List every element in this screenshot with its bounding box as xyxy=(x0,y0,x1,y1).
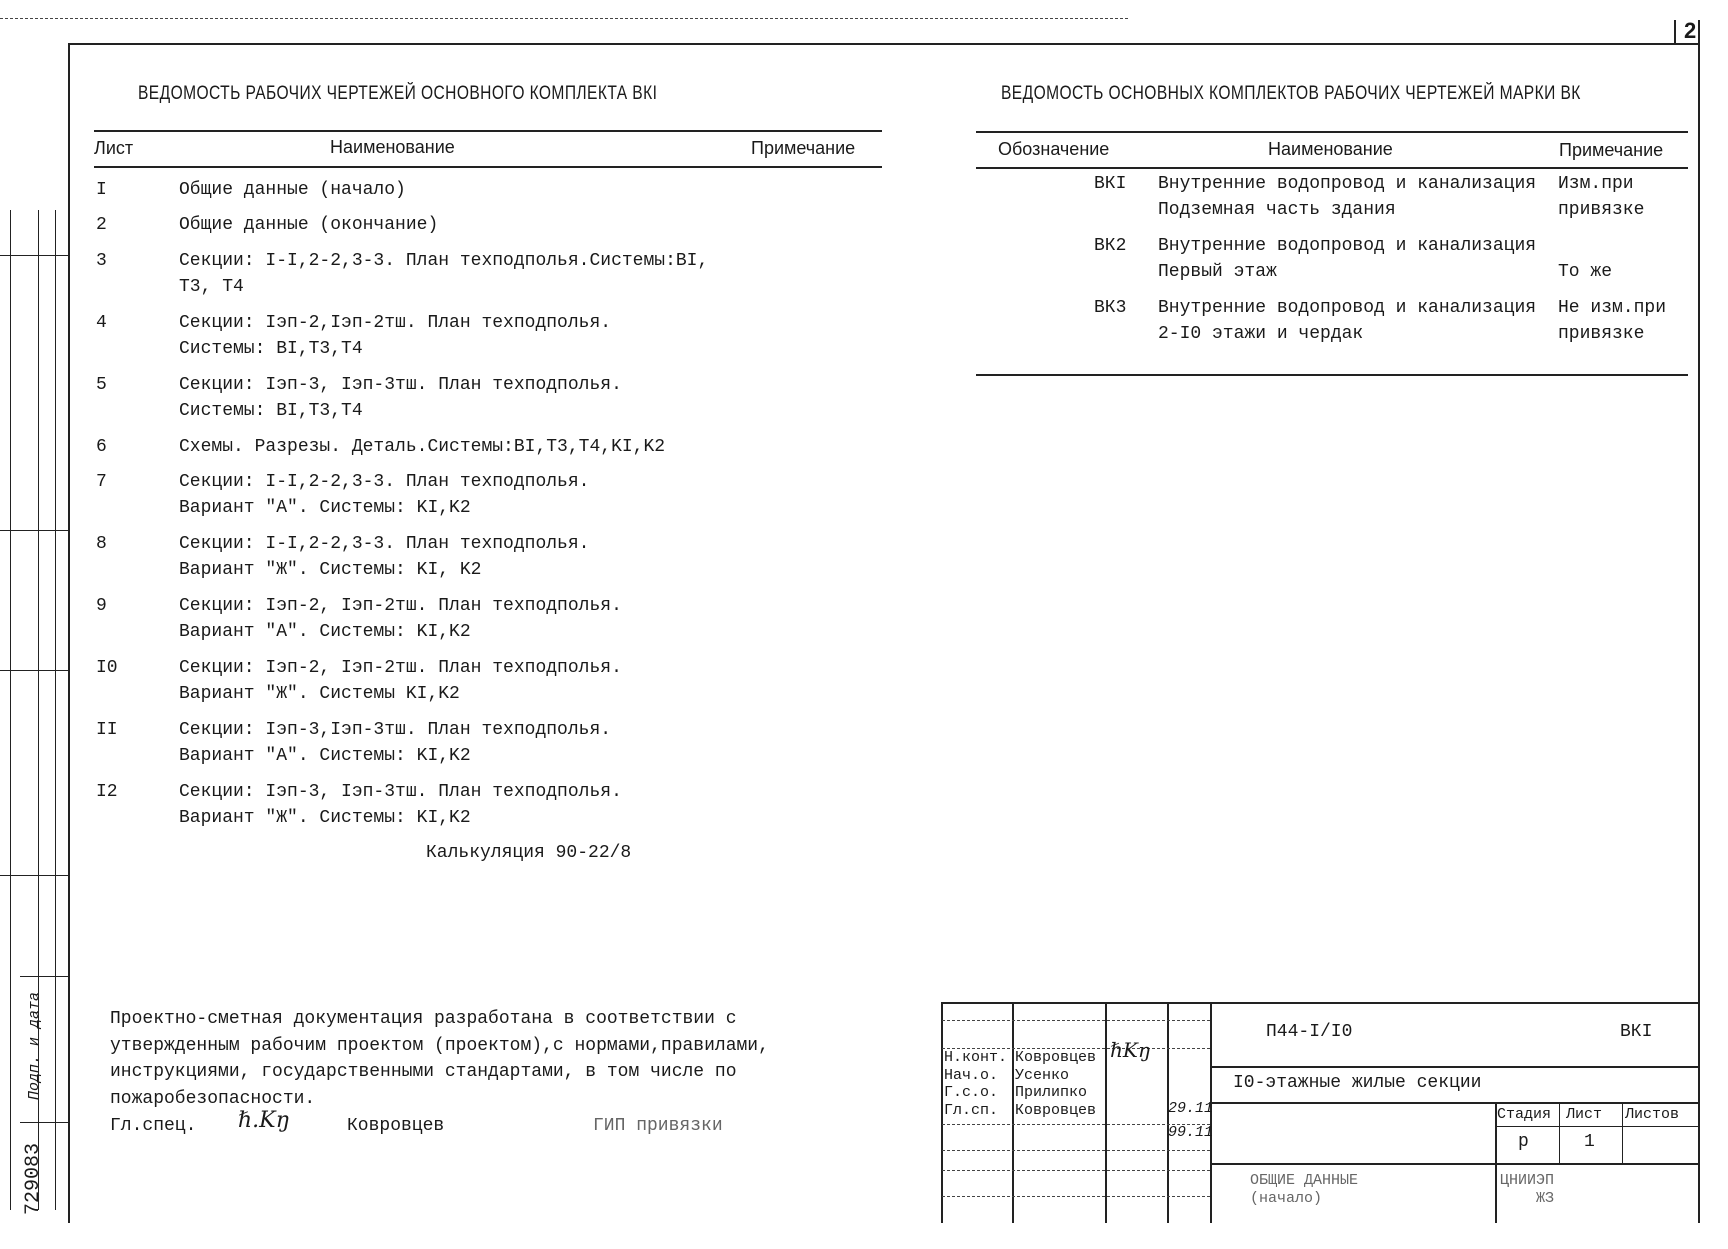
chief-specialist-name: Ковровцев xyxy=(347,1116,445,1136)
role-name: Прилипко xyxy=(1015,1084,1088,1101)
role-label: Нач.о. xyxy=(944,1066,999,1084)
sheet-name-line: Вариант "Ж". Системы: KI, K2 xyxy=(179,560,482,580)
sheet-value: 1 xyxy=(1584,1132,1595,1152)
right-header-bottom-line xyxy=(976,167,1688,169)
sheet-name-line: Секции: I-I,2-2,3-3. План техподполья. xyxy=(179,534,590,554)
sheet-name-line: Вариант "Ж". Системы KI,K2 xyxy=(179,684,460,704)
header-name-right: Наименование xyxy=(1268,139,1393,159)
left-header-top-line xyxy=(94,130,882,132)
sheet-name-line: Вариант "А". Системы: KI,K2 xyxy=(179,622,471,642)
sheet-name-line: Вариант "А". Системы: KI,K2 xyxy=(179,746,471,766)
sheets-label: Листов xyxy=(1625,1106,1680,1123)
sheet-number-cell: I0 xyxy=(96,658,118,678)
sheet-name-line: Системы: BI,T3,T4 xyxy=(179,339,363,359)
statement-line: инструкциями, государственными стандартами, в том числе по xyxy=(110,1062,737,1082)
mark: ВКI xyxy=(1620,1022,1653,1042)
sheet-name-line: Секции: Iэп-3, Iэп-3тш. План техподполья. xyxy=(179,375,622,395)
gip-label: ГИП привязки xyxy=(593,1116,723,1136)
sheet-number-cell: I xyxy=(96,180,107,200)
role-label: Гл.сп. xyxy=(944,1101,999,1119)
margin-signature-note: Подп. и дата xyxy=(26,991,43,1100)
sheet-name-line: Схемы. Разрезы. Деталь.Системы:BI,T3,T4,KI,K2 xyxy=(179,437,666,457)
sheet-name-line: Секции: Iэп-2,Iэп-2тш. План техподполья. xyxy=(179,313,612,333)
sheet-name-line: Секции: Iэп-3, Iэп-3тш. План техподполья. xyxy=(179,782,622,802)
organization-sub: ЖЗ xyxy=(1536,1190,1555,1207)
sheet-number-cell: 2 xyxy=(96,215,107,235)
set-note: Не изм.при xyxy=(1558,298,1667,318)
handwritten-signature: ℏ.Kŋ xyxy=(238,1108,290,1133)
set-name-line: Внутренние водопровод и канализация xyxy=(1158,236,1537,256)
statement-line: пожаробезопасности. xyxy=(110,1088,316,1109)
set-name-line: Внутренние водопровод и канализация xyxy=(1158,298,1537,318)
frame-top xyxy=(68,43,1700,45)
sheet-name-line: Т3, Т4 xyxy=(179,277,244,297)
sheet-name-line: Секции: Iэп-3,Iэп-3тш. План техподполья. xyxy=(179,720,612,740)
sheet-number-cell: I2 xyxy=(96,782,118,802)
role-label: Г.с.о. xyxy=(944,1084,999,1101)
frame-left xyxy=(68,43,70,1223)
drawing-name-sub: (начало) xyxy=(1250,1190,1323,1207)
right-table-title: ВЕДОМОСТЬ ОСНОВНЫХ КОМПЛЕКТОВ РАБОЧИХ ЧЕРТЕЖЕЙ МАРКИ ВК xyxy=(1001,83,1581,104)
set-note: Изм.при xyxy=(1558,174,1634,194)
role-name: Ковровцев xyxy=(1015,1049,1097,1066)
set-code: ВКI xyxy=(1094,174,1127,194)
sheet-name-line: Системы: BI,T3,T4 xyxy=(179,401,363,421)
frame-right xyxy=(1698,20,1700,1223)
sheet-name-line: Секции: I-I,2-2,3-3. План техподполья. xyxy=(179,472,590,492)
stage-value: р xyxy=(1518,1132,1529,1152)
sheet-number-cell: 5 xyxy=(96,375,107,395)
sheet-name-line: Секции: Iэп-2, Iэп-2тш. План техподполья. xyxy=(179,596,622,616)
top-edge-line xyxy=(0,18,1128,19)
project-code: П44-I/I0 xyxy=(1266,1022,1353,1042)
header-name: Наименование xyxy=(330,137,455,157)
sheet-number-cell: 8 xyxy=(96,534,107,554)
header-note-right: Примечание xyxy=(1559,140,1664,160)
set-note: привязке xyxy=(1558,200,1645,220)
sheet-label: Лист xyxy=(1566,1106,1603,1123)
date-1: 29.11 xyxy=(1168,1100,1214,1117)
sheet-number-cell: 3 xyxy=(96,251,107,271)
set-name-line: Внутренние водопровод и канализация xyxy=(1158,174,1537,194)
inventory-number: 729083 xyxy=(22,1142,45,1215)
calculation-note: Калькуляция 90-22/8 xyxy=(426,843,632,863)
set-name-line: Подземная часть здания xyxy=(1158,200,1396,220)
project-name: I0-этажные жилые секции xyxy=(1233,1073,1482,1093)
left-table-title: ВЕДОМОСТЬ РАБОЧИХ ЧЕРТЕЖЕЙ ОСНОВНОГО КОМПЛЕКТА ВКI xyxy=(138,83,658,104)
sheet-name-line: Общие данные (начало) xyxy=(179,180,406,200)
drawing-name: ОБЩИЕ ДАННЫЕ xyxy=(1250,1172,1359,1189)
chief-specialist-role: Гл.спец. xyxy=(110,1116,197,1136)
left-header-bottom-line xyxy=(94,166,882,168)
title-block-signature-marks: ℏKŋ xyxy=(1110,1038,1151,1062)
role-label: Н.конт. xyxy=(944,1049,1008,1066)
sheet-number-cell: II xyxy=(96,720,118,740)
header-note: Примечание xyxy=(751,138,856,158)
statement-line: утвержденным рабочим проектом (проектом),с нормами,правилами, xyxy=(110,1035,769,1056)
sheet-number: 2 xyxy=(1684,18,1697,43)
header-code: Обозначение xyxy=(998,139,1110,159)
date-2: 99.11 xyxy=(1168,1124,1214,1141)
sheet-name-line: Секции: Iэп-2, Iэп-2тш. План техподполья. xyxy=(179,658,622,678)
right-header-top-line xyxy=(976,131,1688,133)
stage-label: Стадия xyxy=(1497,1106,1552,1123)
sheet-number-cell: 9 xyxy=(96,596,107,616)
right-table-bottom-line xyxy=(976,374,1688,376)
sheet-name-line: Секции: I-I,2-2,3-3. План техподполья.Системы:BI, xyxy=(179,251,709,271)
organization: ЦНИИЭП xyxy=(1500,1172,1555,1189)
sheet-number-cell: 4 xyxy=(96,313,107,333)
header-sheet: Лист xyxy=(94,138,134,158)
sheet-number-cell: 7 xyxy=(96,472,107,492)
set-note: То же xyxy=(1558,262,1613,282)
role-name: Усенко xyxy=(1015,1066,1070,1084)
set-name-line: 2-I0 этажи и чердак xyxy=(1158,324,1364,344)
role-name: Ковровцев xyxy=(1015,1101,1097,1119)
sheet-name-line: Вариант "Ж". Системы: KI,K2 xyxy=(179,808,471,828)
statement-line: Проектно-сметная документация разработана в соответствии с xyxy=(110,1009,737,1029)
sheet-name-line: Общие данные (окончание) xyxy=(179,215,439,235)
set-name-line: Первый этаж xyxy=(1158,262,1277,282)
set-note: привязке xyxy=(1558,324,1645,344)
set-code: ВК3 xyxy=(1094,298,1127,318)
page-number-box-border xyxy=(1674,20,1676,44)
set-code: ВК2 xyxy=(1094,236,1127,256)
sheet-name-line: Вариант "А". Системы: KI,K2 xyxy=(179,498,471,518)
sheet-number-cell: 6 xyxy=(96,437,107,457)
